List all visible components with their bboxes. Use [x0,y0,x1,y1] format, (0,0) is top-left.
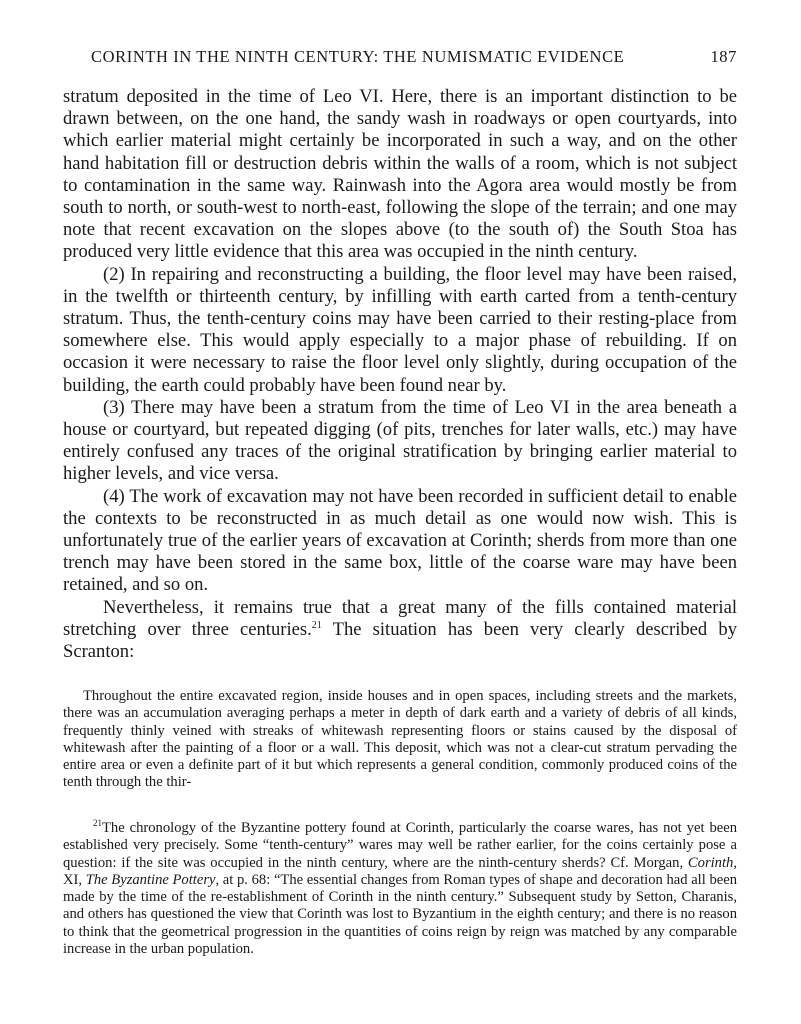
paragraph-3: (3) There may have been a stratum from the time of Leo VI in the area beneath a house or courtyard, but repeated digging (of pits, trenches for later walls, etc.) may have entirely confused any traces of the original stratification by bringing earlier material to higher levels, and vice versa. [63,396,737,485]
body-text [63,86,737,663]
footnote-part-2: , XI, [63,854,737,888]
quote-text: Throughout the entire excavated region, inside houses and in open spaces, including streets and the markets, there was an accumulation averaging perhaps a meter in depth of dark earth and a variety of debris of all kinds, frequently thinly veined with streaks of whitewash representing floors or stains caused by the disposal of whitewash after the painting of a floor or a wall. This deposit, which was not a clear-cut stratum pervading the entire area or even a definite part of it but which represents a general condition, commonly produced coins of the tenth through the thir- [63,688,737,791]
block-quote [63,688,737,792]
footnote-italic-2: The Byzantine Pottery [85,871,216,888]
page-number: 187 [710,47,737,66]
footnote-part-3: , at p. 68: “The essential changes from Roman types of shape and decoration had all been made by the time of the re-establishment of Corinth in the ninth century.” Subsequent study by Setton, Charanis, and others has questioned the view that Corinth was lost to Byzantium in the eighth century; and there is no reason to think that the geometrical progression in the quantities of coins reign by reign was matched by any comparable increase in the urban population. [63,871,738,958]
paragraph-5-start: Nevertheless, it remains true that a great many of the fills contained material stretching over three centuries. [63,596,737,640]
running-head [63,47,737,71]
footnote [63,820,737,958]
footnote-italic-1: Corinth [687,854,734,871]
footnote-ref[interactable]: 21 [311,619,322,631]
running-title: CORINTH IN THE NINTH CENTURY: THE NUMISMATIC EVIDENCE [91,47,625,66]
footnote-part-1: The chronology of the Byzantine pottery found at Corinth, particularly the coarse wares, has not yet been established very precisely. Some “tenth-century” wares may well be rather earlier, for the coins certainly pose a question: if the site was occupied in the ninth century, where are the ninth-century sherds? Cf. Morgan, [63,820,737,871]
paragraph-2: (2) In repairing and reconstructing a building, the floor level may have been raised, in the twelfth or thirteenth century, by infilling with earth carted from a tenth-century stratum. Thus, the tenth-century coins may have been carried to their resting-place from somewhere else. This would apply especially to a major phase of rebuilding. If on occasion it were necessary to raise the floor level only slightly, during occupation of the building, the earth could probably have been found near by. [63,263,737,396]
paragraph-5-end: The situation has been very clearly described by Scranton: [63,618,737,663]
footnote-text [63,820,737,958]
paragraph-4: (4) The work of excavation may not have been recorded in sufficient detail to enable the contexts to be reconstructed in as much detail as one would now wish. This is unfortunately true of the earlier years of excavation at Corinth; sherds from more than one trench may have been stored in the same box, little of the coarse ware may have been retained, and so on. [63,485,737,596]
paragraph-1: stratum deposited in the time of Leo VI. Here, there is an important distinction to be drawn between, on the one hand, the sandy wash in roadways or open courtyards, into which earlier material might certainly be incorporated in such a way, and on the other hand habitation fill or destruction debris within the walls of a room, which is not subject to contamination in the same way. Rainwash into the Agora area would mostly be from south to north, or south-west to north-east, following the slope of the terrain; and one may note that recent excavation on the slopes above (to the south of) the South Stoa has produced very little evidence that this area was occupied in the ninth century. [63,86,737,263]
paragraph-5 [63,597,737,664]
footnote-number: 21 [93,818,102,828]
